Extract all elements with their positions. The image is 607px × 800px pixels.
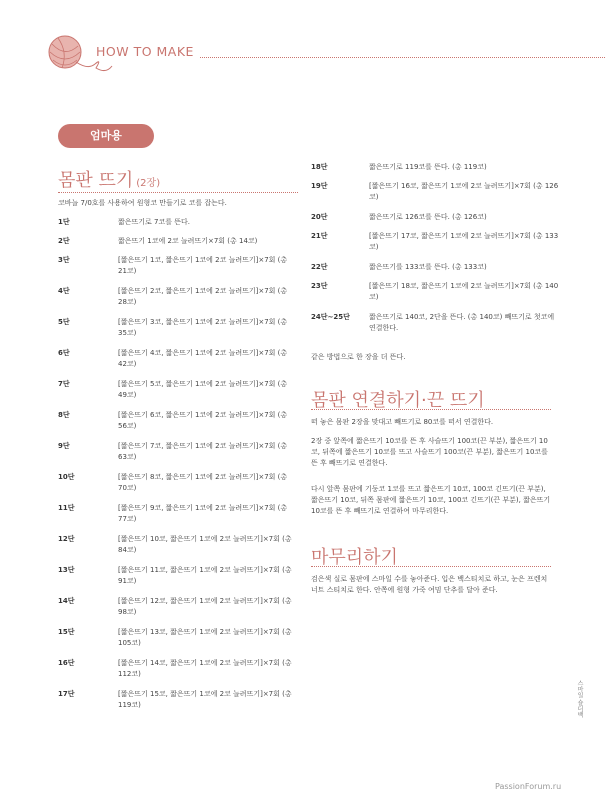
row-instruction: [짧은뜨기 10코, 짧은뜨기 1코에 2코 늘려뜨기]×7회 (총 84코) bbox=[118, 535, 292, 554]
section-header-title: HOW TO MAKE bbox=[96, 44, 194, 59]
row-number: 19단 bbox=[311, 182, 328, 190]
side-tab-label: 스마일 숄더백 bbox=[576, 680, 583, 718]
instruction-row bbox=[58, 236, 298, 247]
row-instruction: 짧은뜨기로 140코, 2단을 뜬다. (총 140코) 빼뜨기로 첫코에 연결한다. bbox=[369, 313, 555, 332]
row-number: 15단 bbox=[58, 628, 75, 636]
row-instruction: 짧은뜨기 1코에 2코 늘려뜨기×7회 (총 14코) bbox=[118, 237, 258, 245]
instruction-row bbox=[311, 162, 561, 173]
instruction-row bbox=[58, 565, 298, 587]
section-rule bbox=[311, 566, 551, 567]
instruction-row bbox=[58, 658, 298, 680]
row-number: 23단 bbox=[311, 282, 328, 290]
finish-para: 검은색 실로 몸판에 스마일 수를 놓아준다. 입은 백스티치로 하고, 눈은 프렌치 너트 스티치로 한다. 안쪽에 원형 가죽 여밈 단추를 달아 준다. bbox=[311, 575, 548, 594]
row-number: 11단 bbox=[58, 504, 75, 512]
instruction-row bbox=[58, 410, 298, 432]
instruction-row bbox=[58, 503, 298, 525]
instruction-row bbox=[58, 534, 298, 556]
side-tab bbox=[575, 680, 585, 740]
row-instruction: [짧은뜨기 14코, 짧은뜨기 1코에 2코 늘려뜨기]×7회 (총 112코) bbox=[118, 659, 292, 678]
pattern-badge: 엄마용 bbox=[58, 124, 154, 148]
section-title-body bbox=[58, 166, 160, 192]
instruction-row bbox=[58, 255, 298, 277]
row-instruction: [짧은뜨기 1코, 짧은뜨기 1코에 2코 늘려뜨기]×7회 (총 21코) bbox=[118, 256, 288, 275]
rows-left-list bbox=[58, 217, 298, 720]
row-number: 4단 bbox=[58, 287, 70, 295]
row-instruction: [짧은뜨기 9코, 짧은뜨기 1코에 2코 늘려뜨기]×7회 (총 77코) bbox=[118, 504, 288, 523]
instruction-row bbox=[311, 312, 561, 334]
section-rule bbox=[58, 192, 298, 193]
row-number: 17단 bbox=[58, 690, 75, 698]
row-instruction: 짧은뜨기로 126코를 뜬다. (총 126코) bbox=[369, 213, 487, 221]
instruction-row bbox=[311, 262, 561, 273]
row-number: 5단 bbox=[58, 318, 70, 326]
join-para-1: 떠 놓은 몸판 2장을 맞대고 빼뜨기로 80코를 떠서 연결한다. bbox=[311, 418, 494, 426]
instruction-row bbox=[311, 231, 561, 253]
intro-text: 코바늘 7/0호를 사용하여 원형코 만들기로 코를 잡는다. bbox=[58, 199, 227, 207]
header-dotted-rule bbox=[200, 57, 605, 58]
row-instruction: [짧은뜨기 6코, 짧은뜨기 1코에 2코 늘려뜨기]×7회 (총 56코) bbox=[118, 411, 288, 430]
instruction-row bbox=[58, 217, 298, 228]
row-number: 20단 bbox=[311, 213, 328, 221]
row-number: 22단 bbox=[311, 263, 328, 271]
row-instruction: [짧은뜨기 18코, 짧은뜨기 1코에 2코 늘려뜨기]×7회 (총 140코) bbox=[369, 282, 559, 301]
section-title-finish: 마무리하기 bbox=[311, 547, 398, 568]
section-rule bbox=[311, 409, 551, 410]
row-number: 3단 bbox=[58, 256, 70, 264]
instruction-row bbox=[58, 441, 298, 463]
instruction-row bbox=[58, 317, 298, 339]
instruction-row bbox=[58, 379, 298, 401]
instruction-row bbox=[58, 348, 298, 370]
instruction-row bbox=[311, 181, 561, 203]
row-number: 7단 bbox=[58, 380, 70, 388]
row-instruction: [짧은뜨기 4코, 짧은뜨기 1코에 2코 늘려뜨기]×7회 (총 42코) bbox=[118, 349, 288, 368]
row-instruction: [짧은뜨기 12코, 짧은뜨기 1코에 2코 늘려뜨기]×7회 (총 98코) bbox=[118, 597, 292, 616]
closing-note: 같은 방법으로 한 장을 더 뜬다. bbox=[311, 353, 406, 361]
section-title-join: 몸판 연결하기·끈 뜨기 bbox=[311, 390, 485, 411]
row-number: 24단~25단 bbox=[311, 313, 350, 321]
row-instruction: [짧은뜨기 15코, 짧은뜨기 1코에 2코 늘려뜨기]×7회 (총 119코) bbox=[118, 690, 292, 709]
row-instruction: [짧은뜨기 16코, 짧은뜨기 1코에 2코 늘려뜨기]×7회 (총 126코) bbox=[369, 182, 559, 201]
instruction-row bbox=[58, 596, 298, 618]
row-instruction: [짧은뜨기 7코, 짧은뜨기 1코에 2코 늘려뜨기]×7회 (총 63코) bbox=[118, 442, 288, 461]
row-number: 8단 bbox=[58, 411, 70, 419]
section-title-text: 몸판 뜨기 bbox=[58, 170, 134, 191]
row-instruction: [짧은뜨기 11코, 짧은뜨기 1코에 2코 늘려뜨기]×7회 (총 91코) bbox=[118, 566, 292, 585]
row-number: 13단 bbox=[58, 566, 75, 574]
row-instruction: [짧은뜨기 8코, 짧은뜨기 1코에 2코 늘려뜨기]×7회 (총 70코) bbox=[118, 473, 288, 492]
row-instruction: [짧은뜨기 5코, 짧은뜨기 1코에 2코 늘려뜨기]×7회 (총 49코) bbox=[118, 380, 288, 399]
row-number: 6단 bbox=[58, 349, 70, 357]
instruction-row bbox=[58, 472, 298, 494]
row-instruction: [짧은뜨기 17코, 짧은뜨기 1코에 2코 늘려뜨기]×7회 (총 133코) bbox=[369, 232, 559, 251]
page-header bbox=[40, 30, 600, 80]
row-instruction: 짧은뜨기로 119코를 뜬다. (총 119코) bbox=[369, 163, 487, 171]
instruction-row bbox=[58, 627, 298, 649]
row-number: 2단 bbox=[58, 237, 70, 245]
instruction-row bbox=[311, 281, 561, 303]
instruction-row bbox=[58, 286, 298, 308]
row-instruction: 짧은뜨기로 7코를 뜬다. bbox=[118, 218, 190, 226]
row-number: 18단 bbox=[311, 163, 328, 171]
join-para-3: 다시 앞쪽 몸판에 기둥코 1코를 뜨고 짧은뜨기 10코, 100코 긴뜨기(끈 부분), 짧은뜨기 10코, 뒤쪽 몸판에 짧은뜨기 10코, 100코 긴뜨기(끈 부분), 짧은뜨기 10코를 뜬 후 빼뜨기로 연결하여 마무리한다. bbox=[311, 485, 551, 515]
row-number: 16단 bbox=[58, 659, 75, 667]
row-number: 9단 bbox=[58, 442, 70, 450]
row-number: 14단 bbox=[58, 597, 75, 605]
row-number: 12단 bbox=[58, 535, 75, 543]
rows-right-list bbox=[311, 162, 561, 343]
row-instruction: [짧은뜨기 2코, 짧은뜨기 1코에 2코 늘려뜨기]×7회 (총 28코) bbox=[118, 287, 288, 306]
instruction-row bbox=[58, 689, 298, 711]
instruction-row bbox=[311, 212, 561, 223]
row-number: 1단 bbox=[58, 218, 70, 226]
row-number: 10단 bbox=[58, 473, 75, 481]
row-number: 21단 bbox=[311, 232, 328, 240]
section-subtitle: (2장) bbox=[136, 178, 161, 189]
row-instruction: 짧은뜨기를 133코를 뜬다. (총 133코) bbox=[369, 263, 487, 271]
row-instruction: [짧은뜨기 3코, 짧은뜨기 1코에 2코 늘려뜨기]×7회 (총 35코) bbox=[118, 318, 288, 337]
watermark: PassionForum.ru bbox=[495, 782, 562, 791]
row-instruction: [짧은뜨기 13코, 짧은뜨기 1코에 2코 늘려뜨기]×7회 (총 105코) bbox=[118, 628, 292, 647]
join-para-2: 2장 중 앞쪽에 짧은뜨기 10코를 뜬 후 사슬뜨기 100코(끈 부분), 짧은뜨기 10코, 뒤쪽에 짧은뜨기 10코를 뜨고 사슬뜨기 100코(끈 부분), 짧은뜨기 10코를 뜬 후 빼뜨기로 연결한다. bbox=[311, 437, 548, 467]
